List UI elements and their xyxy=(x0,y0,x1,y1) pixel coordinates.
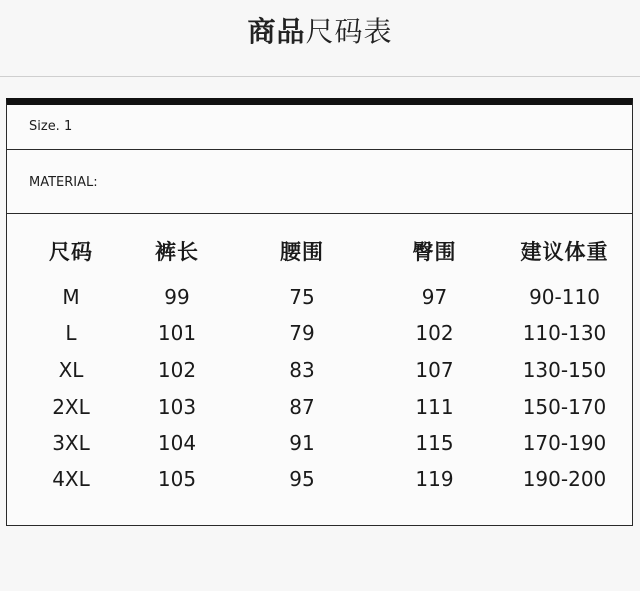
cell-suggested-weight: 190-200 xyxy=(522,467,607,491)
table-row xyxy=(7,462,632,496)
cell-hip: 107 xyxy=(415,358,454,382)
page-title-rest: 尺码表 xyxy=(305,15,393,48)
cell-waist: 95 xyxy=(289,467,315,491)
cell-pants-length: 99 xyxy=(164,285,190,309)
table-row xyxy=(7,353,632,387)
cell-pants-length: 104 xyxy=(157,431,197,455)
cell-waist: 87 xyxy=(289,395,315,419)
header-waist: 腰围 xyxy=(280,240,324,264)
cell-waist: 79 xyxy=(289,321,315,345)
header-hip: 臀围 xyxy=(412,240,457,264)
cell-suggested-weight: 150-170 xyxy=(522,395,607,419)
cell-size: XL xyxy=(58,358,84,382)
size-label: Size. 1 xyxy=(29,119,73,134)
table-row xyxy=(7,316,632,350)
cell-pants-length: 102 xyxy=(157,358,197,382)
cell-hip: 115 xyxy=(415,431,454,455)
size-row xyxy=(7,105,632,150)
cell-size: 2XL xyxy=(52,395,90,419)
cell-size: 4XL xyxy=(52,467,90,491)
table-row xyxy=(7,390,632,424)
header-pants-length: 裤长 xyxy=(155,240,199,264)
table-header-row xyxy=(7,235,632,269)
cell-size: L xyxy=(65,321,77,345)
material-label: MATERIAL: xyxy=(29,175,98,190)
header-suggested-weight: 建议体重 xyxy=(520,240,609,264)
cell-suggested-weight: 170-190 xyxy=(522,431,607,455)
cell-pants-length: 103 xyxy=(157,395,197,419)
cell-hip: 97 xyxy=(421,285,448,309)
cell-waist: 83 xyxy=(289,358,315,382)
cell-pants-length: 105 xyxy=(157,467,197,491)
cell-suggested-weight: 110-130 xyxy=(522,321,607,345)
cell-pants-length: 101 xyxy=(157,321,197,345)
page-title-bold: 商品 xyxy=(247,15,306,48)
cell-hip: 102 xyxy=(415,321,454,345)
cell-waist: 91 xyxy=(289,431,315,455)
cell-hip: 111 xyxy=(415,395,454,419)
table-row xyxy=(7,280,632,314)
cell-suggested-weight: 90-110 xyxy=(529,285,600,309)
page-title xyxy=(0,0,640,62)
cell-waist: 75 xyxy=(289,285,315,309)
cell-size: M xyxy=(62,285,80,309)
title-divider xyxy=(0,76,640,77)
table-row xyxy=(7,426,632,460)
material-row xyxy=(7,150,632,214)
size-chart-card xyxy=(6,98,633,526)
cell-size: 3XL xyxy=(52,431,90,455)
header-size: 尺码 xyxy=(49,240,93,264)
cell-hip: 119 xyxy=(415,467,454,491)
size-table xyxy=(7,214,632,524)
cell-suggested-weight: 130-150 xyxy=(522,358,607,382)
